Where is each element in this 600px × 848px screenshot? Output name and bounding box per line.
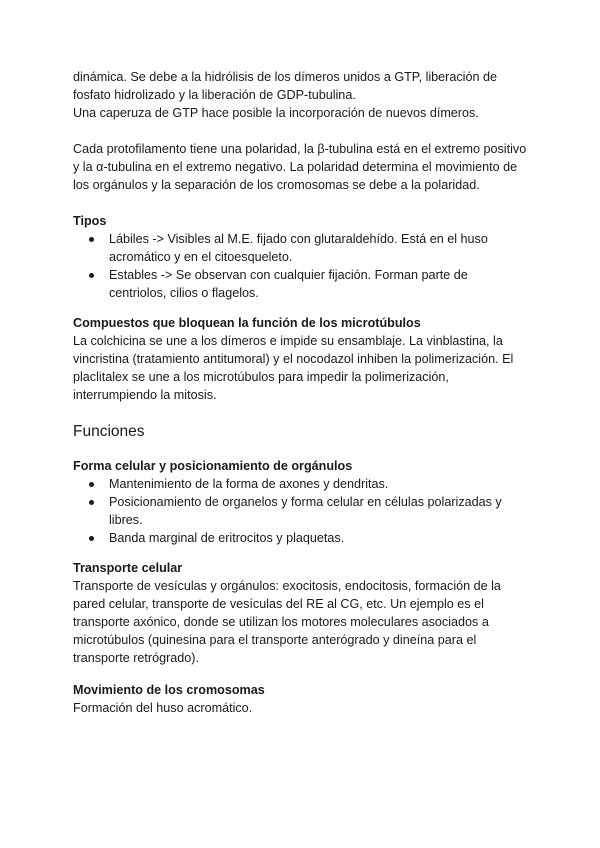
bullet-icon xyxy=(89,536,94,541)
bullet-icon xyxy=(89,482,94,487)
bullet-icon xyxy=(89,500,94,505)
spacer xyxy=(73,194,533,212)
intro-line-3: Una caperuza de GTP hace posible la incorporación de nuevos dímeros. xyxy=(73,106,479,120)
transporte-heading: Transporte celular xyxy=(73,561,183,575)
tipos-list xyxy=(73,230,533,302)
forma-heading: Forma celular y posicionamiento de orgánulos xyxy=(73,459,353,473)
funciones-heading: Funciones xyxy=(73,423,145,440)
movimiento-paragraph: Formación del huso acromático. xyxy=(73,701,253,715)
list-item xyxy=(73,475,529,493)
list-item-text: Posicionamiento de organelos y forma celular en células polarizadas y libres. xyxy=(109,495,502,527)
bullet-icon xyxy=(89,273,94,278)
list-item xyxy=(73,493,529,529)
spacer xyxy=(73,547,533,559)
list-item xyxy=(73,266,509,302)
spacer xyxy=(73,122,533,140)
compuestos-heading: Compuestos que bloquean la función de los microtúbulos xyxy=(73,316,421,330)
polarity-paragraph: Cada protofilamento tiene una polaridad, la β-tubulina está en el extremo positivo y la α-tubulina en el extremo negativo. La polaridad determina el movimiento de los orgánulos y la separación de los cromosomas se debe a la polaridad. xyxy=(73,142,527,192)
spacer xyxy=(73,443,533,457)
list-item xyxy=(73,529,529,547)
bullet-icon xyxy=(89,237,94,242)
intro-line-1: dinámica. Se debe a la hidrólisis de los dímeros unidos a GTP, liberación de xyxy=(73,70,497,84)
list-item-text: Banda marginal de eritrocitos y plaquetas. xyxy=(109,531,345,545)
spacer xyxy=(73,404,533,421)
list-item-text: Estables -> Se observan con cualquier fijación. Forman parte de centriolos, cilios o flagelos. xyxy=(109,268,468,300)
tipos-heading: Tipos xyxy=(73,214,107,228)
intro-line-2: fosfato hidrolizado y la liberación de GDP-tubulina. xyxy=(73,88,356,102)
spacer xyxy=(73,302,533,314)
list-item-text: Mantenimiento de la forma de axones y dendritas. xyxy=(109,477,389,491)
document-page xyxy=(73,68,533,717)
spacer xyxy=(73,667,533,681)
transporte-paragraph: Transporte de vesículas y orgánulos: exocitosis, endocitosis, formación de la pared celular, transporte de vesículas del RE al CG, etc. Un ejemplo es el transporte axónico, donde se utilizan los motores moleculares asociados a microtúbulos (quinesina para el transporte anterógrado y dineína para el transporte retrógrado). xyxy=(73,579,501,665)
compuestos-paragraph: La colchicina se une a los dímeros e impide su ensamblaje. La vinblastina, la vincristina (tratamiento antitumoral) y el nocodazol inhiben la polimerización. El placlitalex se une a los microtúbulos para impedir la polimerización, interrumpiendo la mitosis. xyxy=(73,334,514,402)
forma-list xyxy=(73,475,533,547)
movimiento-heading: Movimiento de los cromosomas xyxy=(73,683,265,697)
list-item-text: Lábiles -> Visibles al M.E. fijado con glutaraldehído. Está en el huso acromático y en el citoesqueleto. xyxy=(109,232,488,264)
list-item xyxy=(73,230,509,266)
